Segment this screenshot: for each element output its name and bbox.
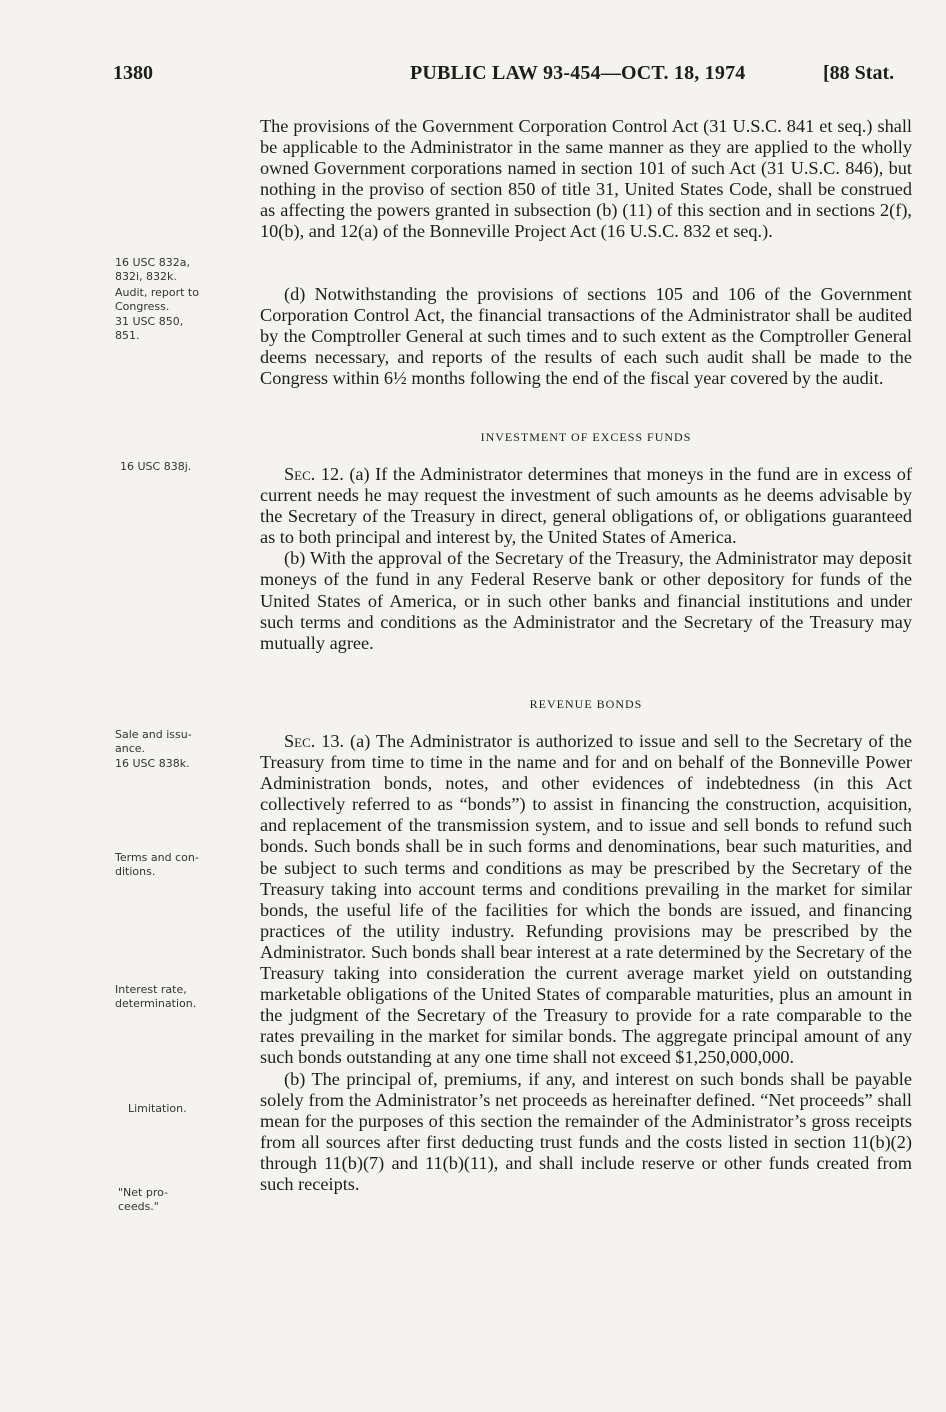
law-title: PUBLIC LAW 93-454—OCT. 18, 1974: [410, 62, 746, 84]
margin-note-limitation: Limitation.: [128, 1102, 187, 1115]
section-13: [260, 731, 912, 1195]
page-number: 1380: [113, 62, 153, 84]
heading-investment-excess-funds: INVESTMENT OF EXCESS FUNDS: [480, 430, 692, 444]
margin-note-terms-conditions: Terms and con- ditions.: [115, 851, 199, 878]
section-12-label: Sec. 12.: [284, 464, 344, 484]
section-13-label: Sec. 13.: [284, 731, 345, 751]
statute-reference: [88 Stat.: [823, 62, 895, 84]
margin-note-16-usc-838j: 16 USC 838j.: [120, 460, 192, 473]
margin-note-16-usc-838k: 16 USC 838k.: [115, 757, 190, 770]
margin-note-interest-rate: Interest rate, determination.: [115, 983, 197, 1010]
heading-revenue-bonds: REVENUE BONDS: [529, 697, 643, 711]
paragraph-d-audit: (d) Notwithstanding the provisions of sections 105 and 106 of the Government Corporation Control Act, the financial transactions of the Administrator shall be audited by the Comptroller General at such times and to such extent as the Comptroller General deems necessary, and reports of the results of each such audit shall be made to the Congress within 6½ months following the end of the fiscal year covered by the audit.: [260, 284, 912, 389]
margin-note-audit-report: Audit, report to Congress.: [115, 286, 199, 313]
section-12: [260, 464, 912, 654]
paragraph-gcca: The provisions of the Government Corporation Control Act (31 U.S.C. 841 et seq.) shall be applicable to the Administrator in the same manner as they are applied to the wholly owned Government corporations named in section 101 of such Act (31 U.S.C. 846), but nothing in the proviso of section 850 of title 31, United States Code, shall be construed as affecting the powers granted in subsection (b) (11) of this section and in sections 2(f), 10(b), and 12(a) of the Bonneville Project Act (16 U.S.C. 832 et seq.).: [260, 116, 912, 242]
page-header: [0, 62, 946, 94]
margin-note-sale-issuance: Sale and issu- ance.: [115, 728, 192, 755]
margin-note-16-usc-832a: 16 USC 832a, 832i, 832k.: [115, 256, 190, 283]
margin-note-net-proceeds: "Net pro- ceeds.": [118, 1186, 169, 1213]
section-13-b: (b) The principal of, premiums, if any, and interest on such bonds shall be payable solely from the Administrator’s net proceeds as hereinafter defined. “Net proceeds” shall mean for the purposes of this section the remainder of the Administrator’s gross receipts from all sources after first deducting trust funds and the costs listed in section 11(b)(2) through 11(b)(7) and 11(b)(11), and shall include reserve or other funds created from such receipts.: [260, 1068, 912, 1194]
margin-note-31-usc-850: 31 USC 850, 851.: [115, 315, 184, 342]
section-12-a: (a) If the Administrator determines that moneys in the fund are in excess of current needs he may request the investment of such amounts as he deems advisable by the Secretary of the Treasury in direct, general obligations of, or obligations guaranteed as to both principal and interest by, the United States of America.: [260, 464, 912, 548]
section-12-b: (b) With the approval of the Secretary of the Treasury, the Administrator may deposit moneys of the fund in any Federal Reserve bank or other depository for funds of the United States of America, or in such other banks and financial institutions and under such terms and conditions as the Administrator and the Secretary of the Treasury may mutually agree.: [260, 548, 912, 653]
section-13-a: (a) The Administrator is authorized to issue and sell to the Secretary of the Treasury from time to time in the name and for and on behalf of the Bonneville Power Administration bonds, notes, and other evidences of indebtedness (in this Act collectively referred to as “bonds”) to assist in financing the construction, acquisition, and replacement of the transmission system, and to issue and sell bonds to refund such bonds. Such bonds shall be in such forms and denominations, bear such maturities, and be subject to such terms and conditions as may be prescribed by the Secretary of the Treasury taking into account terms and conditions prevailing in the market for similar bonds, the useful life of the facilities for which the bonds are issued, and financing practices of the utility industry. Refunding provisions may be prescribed by the Administrator. Such bonds shall bear interest at a rate determined by the Secretary of the Treasury taking into consideration the current average market yield on outstanding marketable obligations of the United States of comparable maturities, plus an amount in the judgment of the Secretary of the Treasury to provide for a rate comparable to the rates prevailing in the market for similar bonds. The aggregate principal amount of any such bonds outstanding at any one time shall not exceed $1,250,000,000.: [260, 731, 912, 1068]
